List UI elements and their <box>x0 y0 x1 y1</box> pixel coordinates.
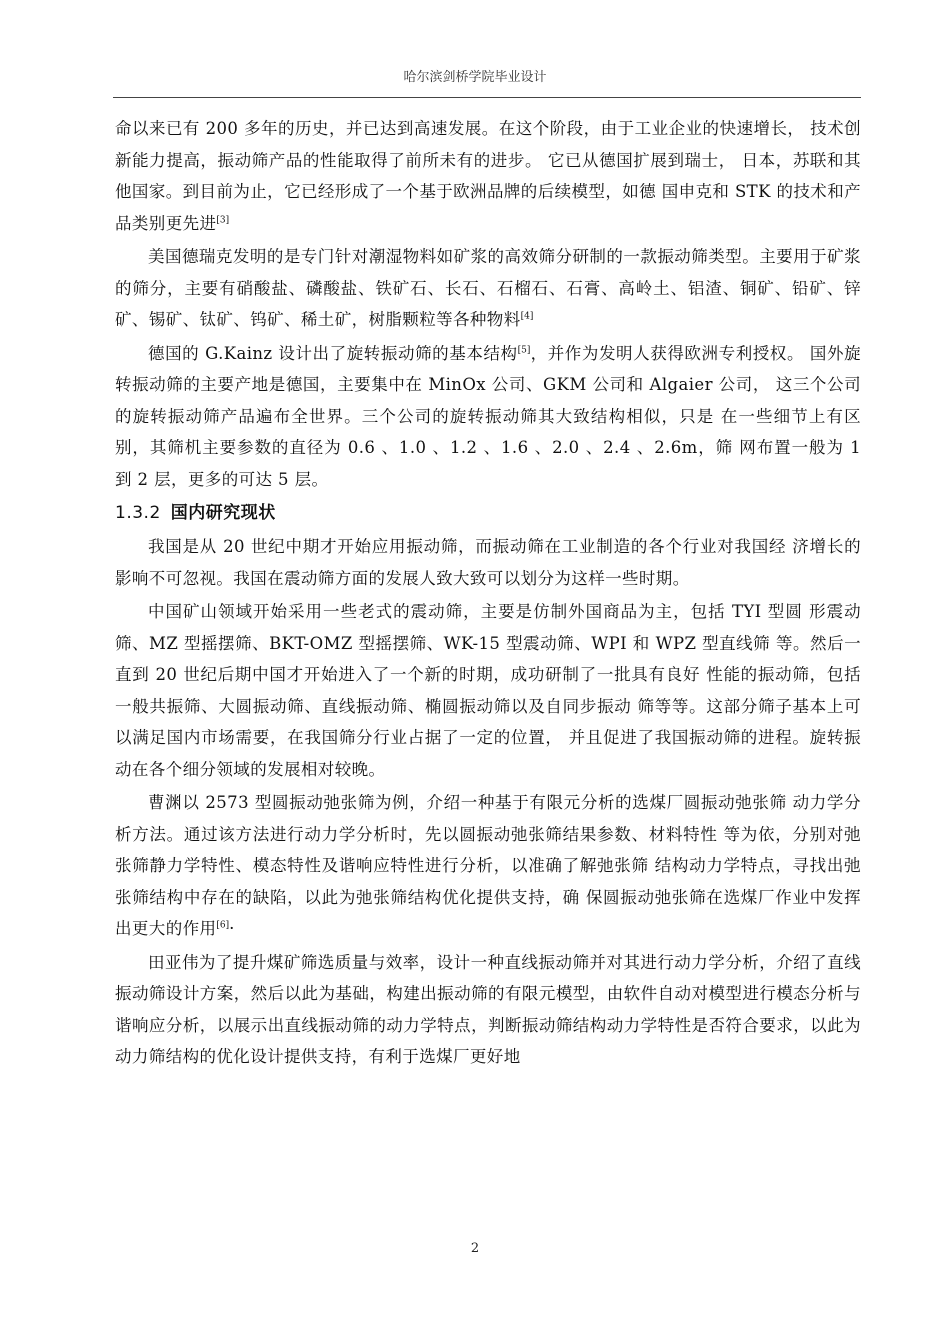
page-header: 哈尔滨剑桥学院毕业设计 <box>403 70 547 85</box>
paragraph-text: 中国矿山领域开始采用一些老式的震动筛，主要是仿制外国商品为主，包括 TYI 型圆 形震动筛、MZ 型摇摆筛、BKT-OMZ 型摇摆筛、WK-15 型震动筛、WPI 和 WPZ 型直线筛 等。然后一直到 20 世纪后期中国才开始进入了一个新的时期，成功研制了一批具有良好 性能的振动筛，包括一般共振筛、大圆振动筛、直线振动筛、椭圆振动筛以及自同步振动 筛等等。这部分筛子基本上可以满足国内市场需要，在我国筛分行业占据了一定的位置， 并且促进了我国振动筛的进程。旋转振动在各个细分领域的发展相对较晚。 <box>115 602 861 779</box>
citation: [5] <box>517 345 531 355</box>
trailing-mark: · <box>229 919 235 938</box>
document-body <box>115 113 861 1073</box>
section-title: 国内研究现状 <box>170 503 276 523</box>
paragraph-2 <box>115 241 861 336</box>
paragraph-text: 田亚伟为了提升煤矿筛选质量与效率，设计一种直线振动筛并对其进行动力学分析，介绍了直线振动筛设计方案，然后以此为基础，构建出振动筛的有限元模型，由软件自动对模型进行模态分析与谐响应分析，以展示出直线振动筛的动力学特点，判断振动筛结构动力学特性是否符合要求，以此为动力筛结构的优化设计提供支持，有利于选煤厂更好地 <box>115 952 861 1066</box>
paragraph-text: 曹渊以 2573 型圆振动弛张筛为例，介绍一种基于有限元分析的选煤厂圆振动弛张筛 动力学分析方法。通过该方法进行动力学分析时，先以圆振动弛张筛结果参数、材料特性 等为依，分别对弛张筛静力学特性、模态特性及谐响应特性进行分析，以准确了解弛张筛 结构动力学特点，寻找出弛张筛结构中存在的缺陷，以此为弛张筛结构优化提供支持，确 保圆振动弛张筛在选煤厂作业中发挥出更大的作用 <box>115 793 861 938</box>
section-number: 1.3.2 <box>115 503 161 523</box>
paragraph-text: 我国是从 20 世纪中期才开始应用振动筛，而振动筛在工业制造的各个行业对我国经 济增长的影响不可忽视。我国在震动筛方面的发展人致大致可以划分为这样一些时期。 <box>115 537 861 588</box>
paragraph-3 <box>115 338 861 496</box>
citation: [3] <box>216 215 230 225</box>
paragraph-4 <box>115 531 861 594</box>
page-number: 2 <box>470 1241 480 1256</box>
citation: [4] <box>520 311 534 322</box>
paragraph-text: ，并作为发明人获得欧洲专利授权。 国外旋转振动筛的主要产地是德国，主要集中在 MinOx 公司、GKM 公司和 Algaier 公司， 这三个公司的旋转振动筛产品遍布全世界。三个公司的旋转振动筛其大致结构相似，只是 在一些细节上有区别，其筛机主要参数的直径为 0.6 、1.0 、1.2 、1.6 、2.0 、2.4 、2.6m，筛 网布置一般为 1 到 2 层，更多的可达 5 层。 <box>115 343 861 489</box>
paragraph-text: 美国德瑞克发明的是专门针对潮湿物料如矿浆的高效筛分研制的一款振动筛类型。主要用于矿浆的筛分，主要有硝酸盐、磷酸盐、铁矿石、长石、石榴石、石膏、高岭土、铝渣、铜矿、铅矿、锌矿、锡矿、钛矿、钨矿、稀土矿，树脂颗粒等各种物料 <box>115 247 861 329</box>
paragraph-5 <box>115 596 861 785</box>
citation: [6] <box>216 920 230 931</box>
paragraph-text: 命以来已有 200 多年的历史，并已达到高速发展。在这个阶段，由于工业企业的快速增长， 技术创新能力提高，振动筛产品的性能取得了前所未有的进步。 它已从德国扩展到瑞士， 日本，苏联和其他国家。到目前为止，它已经形成了一个基于欧洲品牌的后续模型，如德 国申克和 STK 的技术和产品类别更先进 <box>115 119 861 233</box>
paragraph-6 <box>115 787 861 945</box>
paragraph-text: 德国的 G.Kainz 设计出了旋转振动筛的基本结构 <box>148 343 518 363</box>
header-divider <box>113 97 861 98</box>
section-heading <box>115 495 861 531</box>
paragraph-7 <box>115 947 861 1073</box>
paragraph-1 <box>115 113 861 239</box>
